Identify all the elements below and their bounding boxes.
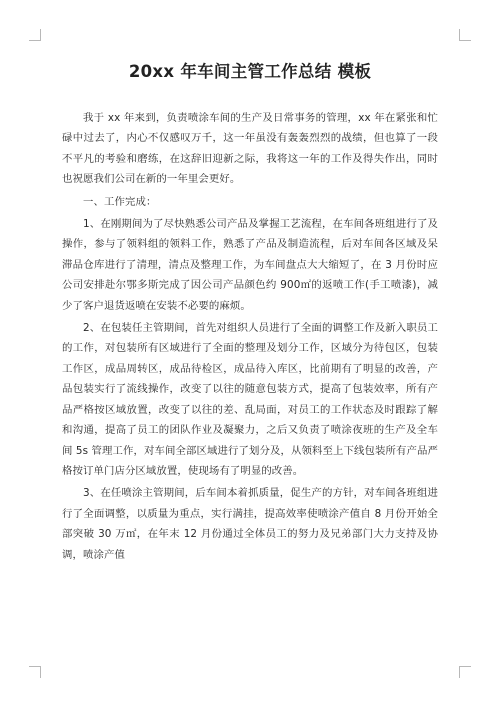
paragraph-item-2: 2、在包装任主管期间，首先对组织人员进行了全面的调整工作及新入职员工的工作，对包装所有区域进行了全面的整理及划分工作，区域分为待包区，包装工作区，成品周转区，成品待检区，成品待入库区，比前期有了明显的改善，产品包装实行了流线操作，改变了以往的随意包装方式，提高了包装效率，所有产品严格按区域放置，改变了以往的差、乱局面，对员工的工作状态及时跟踪了解和沟通，提高了员工的团队作业及凝聚力，之后又负责了喷涂夜班的生产及全车间 5s 管理工作，对车间全部区域进行了划分及，从领料至上下线包装所有产品严格按订单门店分区域放置，使现场有了明显的改善。 (62, 322, 438, 477)
page-corner-mark-top-left (29, 29, 41, 41)
paragraph-intro: 我于 xx 年来到，负责喷涂车间的生产及日常事务的管理，xx 年在紧张和忙碌中过去了，内心不仅感叹万千，这一年虽没有轰轰烈烈的战绩，但也算了一段不平凡的考验和磨练，在这辞旧迎新之际，我将这一年的工作及得失作出，同时也祝愿我们公司在新的一年里会更好。 (62, 112, 438, 186)
document-title: 20xx 年车间主管工作总结 模板 (128, 62, 372, 81)
page-corner-mark-bottom-right (459, 666, 471, 678)
paragraph-item-1: 1、在刚期间为了尽快熟悉公司产品及掌握工艺流程，在车间各班组进行了及操作，参与了领料组的领料工作，熟悉了产品及制造流程，后对车间各区域及呆滞品仓库进行了清理，清点及整理工作，为车间盘点大大缩短了，在 3 月份时应公司安排赴尔鄂多斯完成了因公司产品颜色约 900㎡的返喷工作(手工喷漆)，减少了客户退货返喷在安装不必要的麻烦。 (62, 218, 438, 312)
document-body (62, 108, 438, 567)
page-corner-mark-bottom-left (29, 666, 41, 678)
page-corner-mark-top-right (459, 29, 471, 41)
section-heading-work-completed: 一、工作完成： (83, 195, 157, 208)
paragraph-item-3: 3、在任喷涂主管期间，后车间本着抓质量，促生产的方针，对车间各班组进行了全面调整，以质量为重点，实行满挂，提高效率使喷涂产值自 8 月份开始全部突破 30 万㎡，在年末 12 月份通过全体员工的努力及兄弟部门大力支持及协调，喷涂产值 (62, 487, 438, 561)
